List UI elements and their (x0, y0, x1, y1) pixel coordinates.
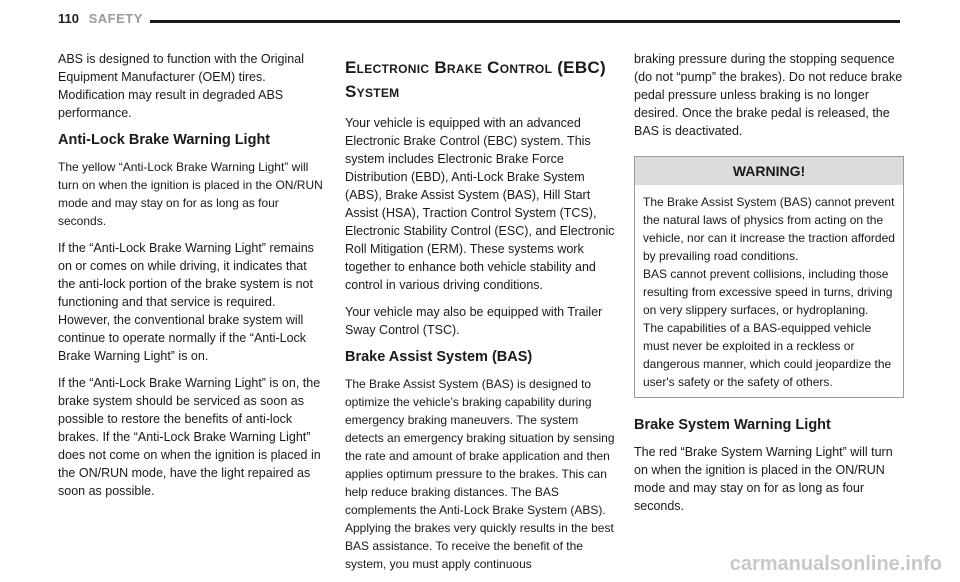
page-number: 110 (58, 11, 79, 26)
header-rule (150, 20, 900, 23)
ebc-paragraph-2: Your vehicle may also be equipped with Trailer Sway Control (TSC). (345, 305, 603, 337)
column-right (634, 50, 904, 524)
abs-light-paragraph-3: If the “Anti-Lock Brake Warning Light” is on, the brake system should be serviced as soon as possible to restore the benefits of anti-lock brakes. If the “Anti-Lock Brake Warning Light” does not come on when the ignition is placed in the ON/RUN mode, have the light repaired as soon as possible. (58, 376, 321, 498)
ebc-paragraph-1: Your vehicle is equipped with an advanced Electronic Brake Control (EBC) system. This system includes Electronic Brake Force Distribution (EBD), Anti-Lock Brake System (ABS), Brake Assist System (BAS), Hill Start Assist (HSA), Traction Control System (TCS), Electronic Stability Control (ESC), and Electronic Roll Mitigation (ERM). These systems work together to enhance both vehicle stability and control in various driving conditions. (345, 116, 615, 292)
abs-warning-light-heading: Anti-Lock Brake Warning Light (58, 132, 271, 148)
bas-continued-paragraph: braking pressure during the stopping sequence (do not “pump” the brakes). Do not reduce brake pedal pressure unless braking is no longer desired. Once the brake pedal is released, the BAS is deactivated. (634, 52, 903, 138)
abs-intro-paragraph: ABS is designed to function with the Original Equipment Manufacturer (OEM) tires. Modification may result in degraded ABS performance. (58, 52, 304, 120)
section-title: SAFETY (88, 11, 143, 26)
warning-title: WARNING! (635, 157, 903, 185)
warning-box (634, 156, 904, 398)
bas-paragraph: The Brake Assist System (BAS) is designed to optimize the vehicle’s braking capability during emergency braking maneuvers. The system detects an emergency braking situation by sensing the rate and amount of brake application and then applies optimum pressure to the brakes. This can help reduce braking distances. The BAS complements the Anti-Lock Brake System (ABS). Applying the brakes very quickly results in the best BAS assistance. To receive the benefit of the system, you must apply continuous (345, 377, 615, 571)
abs-light-paragraph-1: The yellow “Anti-Lock Brake Warning Light” will turn on when the ignition is placed in the ON/RUN mode and may stay on for as long as four seconds. (58, 160, 323, 228)
brake-system-light-paragraph: The red “Brake System Warning Light” will turn on when the ignition is placed in the ON/RUN mode and may stay on for as long as four seconds. (634, 445, 893, 513)
warning-paragraph-2: BAS cannot prevent collisions, including those resulting from excessive speed in turns, driving on very slippery surfaces, or hydroplaning. (643, 267, 893, 317)
ebc-heading: Electronic Brake Control (EBC) System (345, 58, 606, 101)
abs-light-paragraph-2: If the “Anti-Lock Brake Warning Light” remains on or comes on while driving, it indicates that the anti-lock portion of the brake system is not functioning and that service is required. However, the conventional brake system will continue to operate normally if the “Anti-Lock Brake Warning Light” is on. (58, 241, 314, 363)
bas-heading: Brake Assist System (BAS) (345, 349, 533, 365)
brake-system-light-heading: Brake System Warning Light (634, 417, 831, 433)
page-header (58, 11, 143, 26)
warning-body (635, 185, 903, 397)
column-middle (345, 50, 617, 582)
column-left (58, 50, 326, 509)
warning-paragraph-1: The Brake Assist System (BAS) cannot prevent the natural laws of physics from acting on the vehicle, nor can it increase the traction afforded by prevailing road conditions. (643, 195, 895, 263)
watermark: carmanualsonline.info (729, 553, 942, 575)
warning-paragraph-3: The capabilities of a BAS-equipped vehicle must never be exploited in a reckless or dangerous manner, which could jeopardize the user's safety or the safety of others. (643, 321, 892, 389)
